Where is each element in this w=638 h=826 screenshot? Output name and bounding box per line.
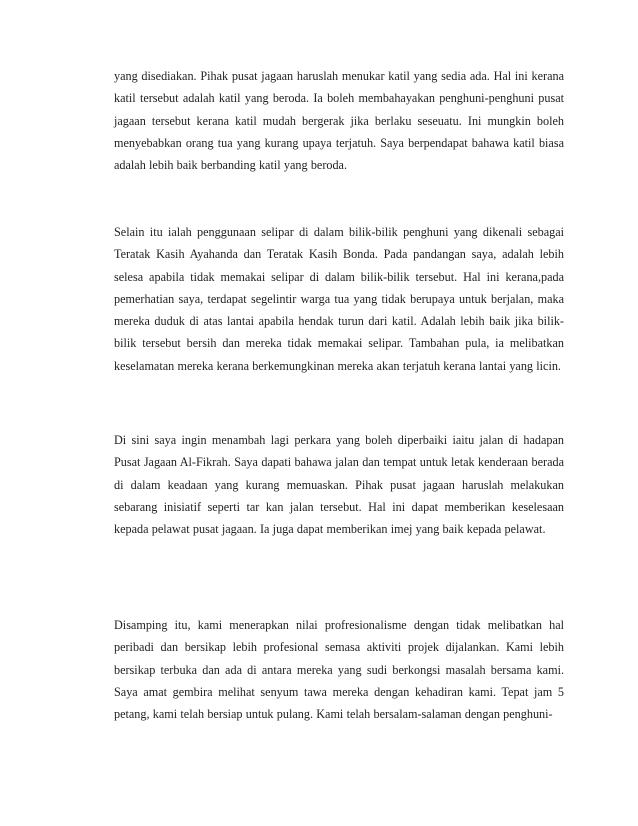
paragraph-profesionalisme: Disamping itu, kami menerapkan nilai profresionalisme dengan tidak melibatkan hal peribadi dan bersikap lebih profesional semasa aktiviti projek dijalankan. Kami lebih bersikap terbuka dan ada di antara mereka yang sudi berkongsi masalah bersama kami. Saya amat gembira melihat senyum tawa mereka dengan kehadiran kami. Tepat jam 5 petang, kami telah bersiap untuk pulang. Kami telah bersalam-salaman dengan penghuni-: [114, 618, 564, 722]
paragraph-jalan: Di sini saya ingin menambah lagi perkara yang boleh diperbaiki iaitu jalan di hadapan Pusat Jagaan Al-Fikrah. Saya dapati bahawa jalan dan tempat untuk letak kenderaan berada di dalam keadaan yang kurang memuaskan. Pihak pusat jagaan haruslah melakukan sebarang inisiatif seperti tar kan jalan tersebut. Hal ini dapat memberikan keselesaan kepada pelawat pusat jagaan. Ia juga dapat memberikan imej yang baik kepada pelawat.: [114, 433, 564, 537]
paragraph-selipar: Selain itu ialah penggunaan selipar di dalam bilik-bilik penghuni yang dikenali sebagai Teratak Kasih Ayahanda dan Teratak Kasih Bonda. Pada pandangan saya, adalah lebih selesa apabila tidak memakai selipar di dalam bilik-bilik tersebut. Hal ini kerana,pada pemerhatian saya, terdapat segelintir warga tua yang tidak berupaya untuk berjalan, maka mereka duduk di atas lantai apabila hendak turun dari katil. Adalah lebih baik jika bilik-bilik tersebut bersih dan mereka tidak memakai selipar. Tambahan pula, ia melibatkan keselamatan mereka kerana berkemungkinan mereka akan terjatuh kerana lantai yang licin.: [114, 225, 564, 373]
paragraph-katil: yang disediakan. Pihak pusat jagaan haruslah menukar katil yang sedia ada. Hal ini kerana katil tersebut adalah katil yang beroda. Ia boleh membahayakan penghuni-penghuni pusat jagaan tersebut kerana katil mudah bergerak jika berlaku seseuatu. Ini mungkin boleh menyebabkan orang tua yang kurang upaya terjatuh. Saya berpendapat bahawa katil biasa adalah lebih baik berbanding katil yang beroda.: [114, 69, 564, 173]
